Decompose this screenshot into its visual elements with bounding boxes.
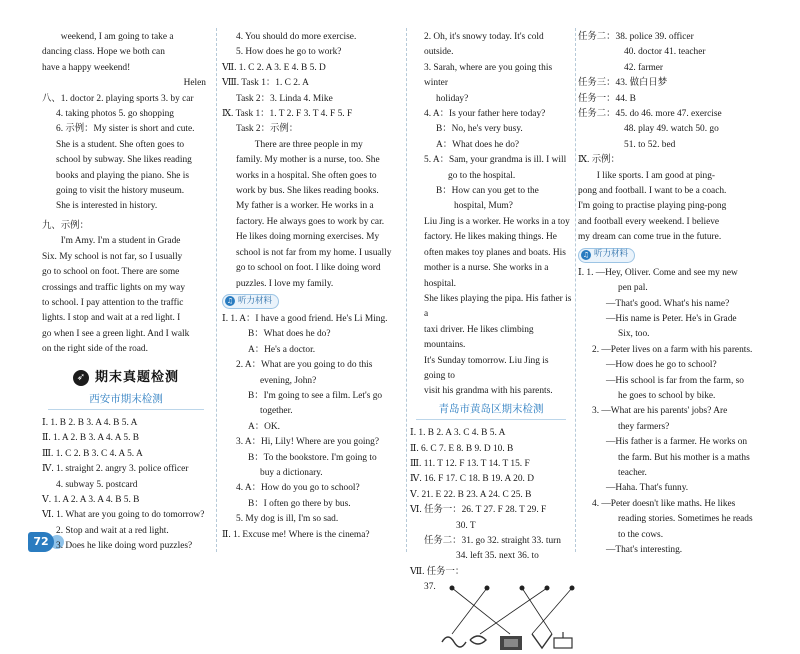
answer-line: Ⅸ. 示例： bbox=[578, 155, 620, 166]
text-line: —His father is a farmer. He works on bbox=[606, 437, 748, 448]
column-3 bbox=[410, 30, 572, 654]
answer-line: 任务三：43. 做白日梦 bbox=[578, 78, 668, 89]
text-line: have a happy weekend! bbox=[42, 62, 131, 73]
text-line: buy a dictionary. bbox=[260, 467, 323, 478]
answer-line: Ⅱ. 1. A 2. B 3. A 4. A 5. B bbox=[42, 433, 140, 444]
text-line: pong and football. I want to be a coach. bbox=[578, 186, 727, 197]
rocket-icon: ➶ bbox=[73, 370, 89, 386]
text-line: —Haha. That's funny. bbox=[606, 483, 689, 494]
test-title: 青岛市黄岛区期末检测 bbox=[416, 402, 566, 420]
column-divider bbox=[406, 28, 407, 552]
text-line: weekend, I am going to take a bbox=[60, 32, 174, 42]
text-line: often makes toy planes and boats. His bbox=[424, 247, 566, 258]
answer-line: Ⅱ. 6. C 7. E 8. B 9. D 10. B bbox=[410, 443, 514, 454]
text-line: work by bus. She likes reading books. bbox=[236, 186, 379, 197]
answer-line: 4. subway 5. postcard bbox=[56, 479, 138, 490]
page-number: 72 bbox=[28, 532, 54, 552]
text-line: Ⅰ. 1. A：I have a good friend. He's Li Ming. bbox=[222, 313, 388, 324]
text-line: my dream can come true in the future. bbox=[578, 232, 722, 243]
text-line: dancing class. Hope we both can bbox=[42, 47, 165, 58]
text-line: He likes doing morning exercises. My bbox=[236, 232, 380, 243]
text-line: 3. Sarah, where are you going this winter bbox=[424, 62, 553, 89]
test-title: 西安市期末检测 bbox=[48, 392, 204, 410]
column-2 bbox=[222, 30, 404, 543]
column-divider bbox=[216, 28, 217, 552]
text-line: going to visit the history museum. bbox=[56, 186, 185, 197]
text-line: I'm Amy. I'm a student in Grade bbox=[60, 236, 181, 247]
answer-line: 任务二：38. police 39. officer bbox=[578, 32, 694, 42]
text-line: visit his grandma with his parents. bbox=[424, 386, 553, 397]
text-line: I'm going to practise playing ping-pong bbox=[578, 201, 727, 212]
listening-badge bbox=[578, 248, 635, 263]
listening-label: 听力材料 bbox=[238, 295, 273, 306]
answer-line: Ⅵ. 1. What are you going to do tomorrow? bbox=[42, 510, 205, 521]
answer-line: Ⅴ. 21. E 22. B 23. A 24. C 25. B bbox=[410, 489, 532, 500]
text-line: together. bbox=[260, 406, 293, 417]
text-line: 2. A：What are you going to do this bbox=[236, 360, 373, 371]
text-line: go to school on foot. There are some bbox=[42, 267, 180, 278]
answer-line: Task 2：示例： bbox=[236, 124, 299, 135]
answer-line: Ⅰ. 1. B 2. B 3. A 4. B 5. A bbox=[42, 417, 138, 428]
text-line: 4. A：Is your father here today? bbox=[424, 109, 546, 120]
answer-line: Ⅴ. 1. A 2. A 3. A 4. B 5. B bbox=[42, 494, 140, 505]
text-line: B：What does he do? bbox=[248, 329, 331, 340]
text-line: 4. A：How do you go to school? bbox=[236, 483, 360, 494]
signature: Helen bbox=[183, 78, 206, 89]
text-line: pen pal. bbox=[618, 283, 648, 294]
answer-line: Ⅳ. 1. straight 2. angry 3. police officer bbox=[42, 464, 189, 475]
answer-line: 2. Stop and wait at a red light. bbox=[56, 525, 169, 536]
text-line: teacher. bbox=[618, 467, 647, 478]
text-line: family. My mother is a nurse, too. She bbox=[236, 155, 380, 166]
text-line: 5. A：Sam, your grandma is ill. I will bbox=[424, 155, 567, 166]
text-line: hospital, Mum? bbox=[454, 201, 513, 212]
text-line: 2. —Peter lives on a farm with his parents. bbox=[592, 344, 753, 355]
answer-line: 任务一：44. B bbox=[578, 93, 636, 104]
text-line: factory. He likes making things. He bbox=[424, 232, 557, 243]
answer-line: 任务二：31. go 32. straight 33. turn bbox=[424, 536, 561, 546]
listening-badge bbox=[222, 294, 279, 309]
text-line: go when I see a green light. And I walk bbox=[42, 328, 190, 339]
text-line: puzzles. I love my family. bbox=[236, 278, 334, 289]
column-4 bbox=[578, 30, 764, 558]
text-line: go to the hospital. bbox=[448, 170, 516, 181]
text-line: books and playing the piano. She is bbox=[56, 170, 190, 181]
text-line: 3. —What are his parents' jobs? Are bbox=[592, 406, 728, 417]
text-line: B：To the bookstore. I'm going to bbox=[248, 452, 377, 463]
text-line: and football every weekend. I believe bbox=[578, 216, 720, 227]
text-line: B：I often go there by bus. bbox=[248, 498, 351, 509]
text-line: Liu Jing is a worker. He works in a toy bbox=[424, 216, 570, 227]
text-line: Ⅰ. 1. —Hey, Oliver. Come and see my new bbox=[578, 267, 738, 278]
headphones-icon: ♫ bbox=[582, 251, 590, 260]
text-line: —His name is Peter. He's in Grade bbox=[606, 313, 737, 324]
answer-line: Ⅶ. 任务一： bbox=[410, 566, 465, 577]
answer-line: 5. How does he go to work? bbox=[236, 47, 342, 58]
answer-line: Ⅸ. Task 1：1. T 2. F 3. T 4. F 5. F bbox=[222, 109, 353, 120]
text-line: It's Sunday tomorrow. Liu Jing is going to bbox=[424, 355, 549, 381]
answer-line: 3. Does he like doing word puzzles? bbox=[56, 541, 193, 552]
section-title: 期末真题检测 bbox=[94, 369, 179, 385]
text-line: B：How can you get to the bbox=[436, 186, 539, 197]
text-line: —That's interesting. bbox=[606, 545, 683, 555]
text-line: 4. —Peter doesn't like maths. He likes bbox=[592, 498, 736, 509]
text-line: evening, John? bbox=[260, 375, 317, 386]
answer-line: Ⅳ. 16. F 17. C 18. B 19. A 20. D bbox=[410, 474, 534, 485]
section-header bbox=[42, 370, 210, 386]
matching-figure bbox=[410, 580, 572, 654]
text-line: A：OK. bbox=[248, 421, 281, 432]
answer-line: 51. to 52. bed bbox=[624, 139, 676, 150]
text-line: Six. My school is not far, so I usually bbox=[42, 251, 183, 262]
text-line: mother is a nurse. She works in a hospital. bbox=[424, 263, 549, 289]
text-line: —His school is far from the farm, so bbox=[606, 375, 744, 386]
text-line: A：He's a doctor. bbox=[248, 344, 316, 355]
text-line: to school. I pay attention to the traffic bbox=[42, 297, 184, 308]
column-1 bbox=[42, 30, 210, 555]
column-divider bbox=[575, 28, 576, 552]
headphones-icon: ♫ bbox=[226, 297, 234, 306]
answer-line: 八、1. doctor 2. playing sports 3. by car bbox=[42, 93, 194, 104]
text-line: A：What does he do? bbox=[436, 139, 520, 150]
answer-line: 6. 示例：My sister is short and cute. bbox=[56, 124, 195, 135]
text-line: 5. My dog is ill, I'm so sad. bbox=[236, 514, 339, 525]
text-line: 2. Oh, it's snowy today. It's cold outside. bbox=[424, 32, 544, 58]
text-line: crossings and traffic lights on my way bbox=[42, 282, 186, 293]
answer-line: 4. taking photos 5. go shopping bbox=[56, 109, 174, 120]
question-number: 37. bbox=[424, 582, 436, 593]
text-line: lights. I stop and wait at a red light. I bbox=[42, 313, 181, 324]
answer-line: 任务二：45. do 46. more 47. exercise bbox=[578, 109, 722, 120]
answer-line: Task 2：3. Linda 4. Mike bbox=[236, 93, 333, 104]
text-line: the farm. But his mother is a maths bbox=[618, 452, 750, 463]
text-line: My father is a worker. He works in a bbox=[236, 201, 374, 212]
text-line: She is a student. She often goes to bbox=[56, 139, 185, 150]
text-line: B：No, he's very busy. bbox=[436, 124, 523, 135]
text-line: taxi driver. He likes climbing mountains. bbox=[424, 324, 534, 351]
text-line: I like sports. I am good at ping- bbox=[596, 170, 716, 181]
answer-line: 30. T bbox=[456, 520, 476, 531]
answer-line: 48. play 49. watch 50. go bbox=[624, 124, 719, 135]
text-line: B：I'm going to see a film. Let's go bbox=[248, 390, 383, 401]
text-line: —That's good. What's his name? bbox=[606, 298, 730, 309]
text-line: Six, too. bbox=[618, 329, 650, 340]
text-line: works in a hospital. She often goes to bbox=[236, 170, 377, 181]
text-line: reading stories. Sometimes he reads bbox=[618, 514, 753, 525]
text-line: on the right side of the road. bbox=[42, 344, 148, 355]
text-line: he goes to school by bike. bbox=[618, 390, 716, 401]
text-line: to the cows. bbox=[618, 529, 664, 540]
answer-line: Ⅵ. 任务一：26. T 27. F 28. T 29. F bbox=[410, 505, 547, 516]
answer-line: 34. left 35. next 36. to bbox=[456, 551, 539, 562]
text-line: factory. He always goes to work by car. bbox=[236, 216, 385, 227]
text-line: holiday? bbox=[436, 93, 469, 104]
answer-line: 40. doctor 41. teacher bbox=[624, 47, 706, 58]
answer-line: 九、示例： bbox=[42, 220, 89, 231]
text-line: they farmers? bbox=[618, 421, 670, 432]
text-line: school by subway. She likes reading bbox=[56, 155, 192, 166]
text-line: She likes playing the pipa. His father is a bbox=[424, 293, 572, 320]
answer-line: Ⅲ. 1. C 2. B 3. C 4. A 5. A bbox=[42, 448, 143, 459]
text-line: She is interested in history. bbox=[56, 201, 158, 212]
text-line: Ⅱ. 1. Excuse me! Where is the cinema? bbox=[222, 529, 370, 540]
answer-line: Ⅲ. 11. T 12. F 13. T 14. T 15. F bbox=[410, 458, 530, 469]
matching-lines-image bbox=[432, 582, 582, 654]
text-line: —How does he go to school? bbox=[606, 360, 717, 371]
text-line: 3. A：Hi, Lily! Where are you going? bbox=[236, 437, 380, 448]
answer-line: 42. farmer bbox=[624, 62, 664, 73]
text-line: school is not far from my home. I usually bbox=[236, 247, 392, 258]
answer-line: Ⅰ. 1. B 2. A 3. C 4. B 5. A bbox=[410, 428, 506, 439]
answer-line: 4. You should do more exercise. bbox=[236, 32, 357, 42]
listening-label: 听力材料 bbox=[594, 249, 629, 260]
text-line: There are three people in my bbox=[254, 139, 363, 150]
answer-line: Ⅷ. Task 1：1. C 2. A bbox=[222, 78, 309, 89]
text-line: go to school on foot. I like doing word bbox=[236, 263, 381, 274]
answer-line: Ⅶ. 1. C 2. A 3. E 4. B 5. D bbox=[222, 62, 326, 73]
